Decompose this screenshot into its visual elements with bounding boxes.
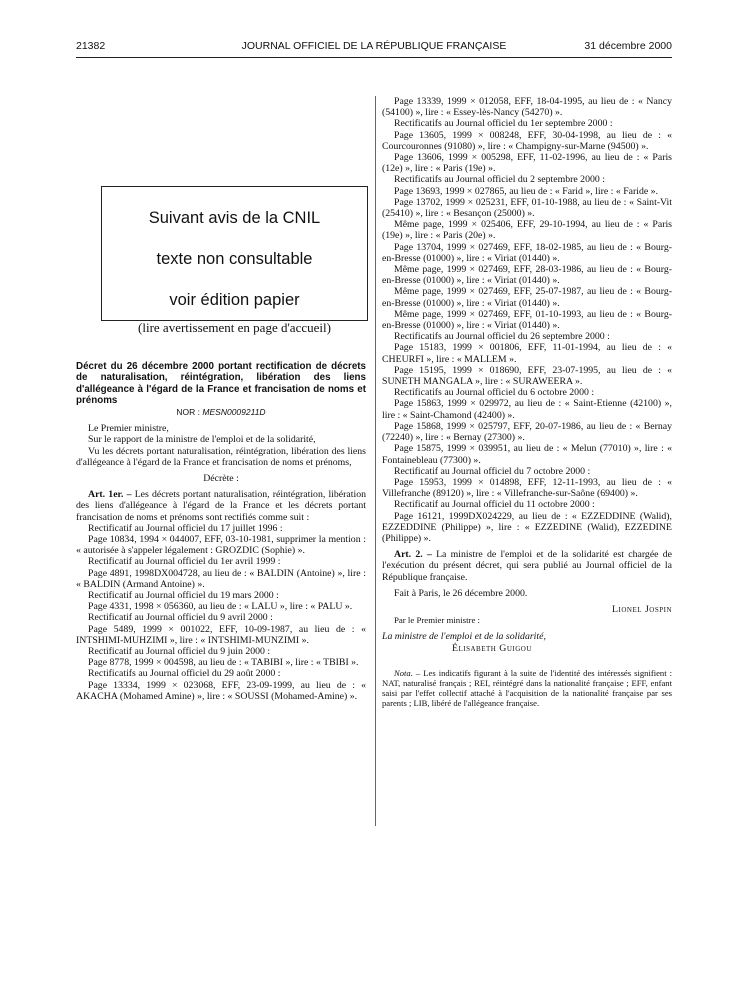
header-rule <box>76 57 672 58</box>
rectification-paragraph: Même page, 1999 × 027469, EFF, 28-03-1986, au lieu de : « Bourg-en-Bresse (01000) », lire : « Viriat (01440) ». <box>382 264 672 287</box>
rectification-paragraph: Page 15183, 1999 × 001806, EFF, 11-01-1994, au lieu de : « CHEURFI », lire : « MALLEM ». <box>382 342 672 365</box>
rectification-paragraph: Même page, 1999 × 027469, EFF, 25-07-1987, au lieu de : « Bourg-en-Bresse (01000) », lire : « Viriat (01440) ». <box>382 286 672 309</box>
rectification-paragraph: Page 15875, 1999 × 039951, au lieu de : « Melun (77010) », lire : « Fontainebleau (77300) ». <box>382 443 672 466</box>
rectification-paragraph: Page 8778, 1999 × 004598, au lieu de : « TABIBI », lire : « TBIBI ». <box>88 657 359 669</box>
rectification-paragraph: Rectificatif au Journal officiel du 11 octobre 2000 : <box>394 499 595 511</box>
rectification-paragraph: Page 4891, 1998DX004728, au lieu de : « BALDIN (Antoine) », lire : « BALDIN (Armand Antoine) ». <box>76 567 366 590</box>
rectification-paragraph: Page 15953, 1999 × 014898, EFF, 12-11-1993, au lieu de : « Villefranche (89120) », lire : « Villefranche-sur-Saône (69400) ». <box>382 476 672 500</box>
rectification-paragraph: Page 5489, 1999 × 001022, EFF, 10-09-1987, au lieu de : « INTSHIMI-MUHZIMI », lire : « INTSHIMI-MUNZIMI ». <box>76 623 366 646</box>
rectification-paragraph: Page 16121, 1999DX024229, au lieu de : « EZZEDDINE (Walid), EZZEDDINE (Philippe) », lire : « EZZEDINE (Walid), EZZEDINE (Philippe) ». <box>382 510 672 544</box>
rectification-paragraph: Page 15868, 1999 × 025797, EFF, 20-07-1986, au lieu de : « Bernay (72240) », lire : « Bernay (27300) ». <box>382 420 672 444</box>
rectification-paragraph: Page 10834, 1994 × 044007, EFF, 03-10-1981, supprimer la mention : « autorisée à s'appeler légalement : GROZDIC (Sophie) ». <box>76 534 366 557</box>
rectification-paragraph: Rectificatifs au Journal officiel du 6 octobre 2000 : <box>394 387 595 399</box>
rectification-paragraph: Page 13693, 1999 × 027865, au lieu de : « Farid », lire : « Faride ». <box>394 185 659 197</box>
rectification-paragraph: Rectificatifs au Journal officiel du 26 septembre 2000 : <box>394 331 610 343</box>
nota-label: Nota. – <box>394 667 421 678</box>
rectification-paragraph: Page 13606, 1999 × 005298, EFF, 11-02-1996, au lieu de : « Paris (12e) », lire : « Paris (19e) ». <box>382 152 672 175</box>
minister-title: La ministre de l'emploi et de la solidarité, <box>382 631 546 643</box>
article-2-text: La ministre de l'emploi et de la solidarité est chargée de l'exécution du présent décret, qui sera publié au Journal officiel de la République française. <box>382 549 673 583</box>
left-column <box>76 96 366 702</box>
rectification-paragraph: Rectificatif au Journal officiel du 19 mars 2000 : <box>88 590 279 602</box>
rectification-paragraph: Rectificatifs au Journal officiel du 2 septembre 2000 : <box>394 174 605 186</box>
rectification-paragraph: Rectificatifs au Journal officiel du 29 août 2000 : <box>88 668 281 680</box>
rectification-paragraph: Page 4331, 1998 × 056360, au lieu de : « LALU », lire : « PALU ». <box>88 601 353 613</box>
nor-value: MESN0009211D <box>202 407 266 418</box>
cnil-notice-box <box>101 186 368 335</box>
done-at: Fait à Paris, le 26 décembre 2000. <box>394 587 528 599</box>
left-rectification-list <box>76 523 366 702</box>
rectification-paragraph: Même page, 1999 × 025406, EFF, 29-10-1994, au lieu de : « Paris (19e) », lire : « Paris (20e) ». <box>382 219 672 242</box>
rectification-paragraph: Page 13339, 1999 × 012058, EFF, 18-04-1995, au lieu de : « Nancy (54100) », lire : « Essey-lès-Nancy (54270) ». <box>382 96 672 119</box>
cnil-line-1: Suivant avis de la CNIL <box>148 209 321 227</box>
nota-text: Les indicatifs figurant à la suite de l'identité des intéressés signifient : NAT, naturalisé français ; REI, réintégré dans la nationalité française ; EFF, enfant saisi par l'effet collectif attaché à l'acquisition de la nationalité française par ses parents ; LIB, libéré de l'allégeance française. <box>382 667 672 708</box>
signatory: Lionel Jospin <box>612 603 672 615</box>
rectification-paragraph: Page 13702, 1999 × 025231, EFF, 01-10-1988, au lieu de : « Saint-Vit (25410) », lire : « Besançon (25000) ». <box>382 196 672 220</box>
by-prime-minister: Par le Premier ministre : <box>394 615 480 626</box>
rectification-paragraph: Même page, 1999 × 027469, EFF, 01-10-1993, au lieu de : « Bourg-en-Bresse (01000) », lire : « Viriat (01440) ». <box>382 308 672 332</box>
page-header <box>76 40 672 56</box>
rectification-paragraph: Rectificatif au Journal officiel du 9 avril 2000 : <box>88 612 273 624</box>
nor-label: NOR : <box>176 407 201 418</box>
decree-title: Décret du 26 décembre 2000 portant rectification de décrets de naturalisation, réintégration, libération des liens d'allégeance à l'égard de la France et francisation de noms et prénoms <box>76 361 366 406</box>
intro-vu: Vu les décrets portant naturalisation, réintégration, libération des liens d'allégeance à l'égard de la France et francisation de noms et prénoms, <box>76 445 366 468</box>
intro-rapport: Sur le rapport de la ministre de l'emploi et de la solidarité, <box>88 434 316 446</box>
rectification-paragraph: Rectificatif au Journal officiel du 9 juin 2000 : <box>88 646 271 658</box>
article-2 <box>382 549 672 583</box>
page-number: 21382 <box>76 40 106 52</box>
issue-date: 31 décembre 2000 <box>584 40 672 52</box>
journal-title: JOURNAL OFFICIEL DE LA RÉPUBLIQUE FRANÇAISE <box>241 40 507 52</box>
rectification-paragraph: Page 13334, 1999 × 023068, EFF, 23-09-1999, au lieu de : « AKACHA (Mohamed Amine) », lire : « SOUSSI (Mohamed-Amine) ». <box>76 679 366 702</box>
rectification-paragraph: Page 15863, 1999 × 029972, au lieu de : « Saint-Etienne (42100) », lire : « Saint-Chamond (42400) ». <box>382 398 672 421</box>
article-1-label: Art. 1er. – <box>88 489 132 501</box>
article-1-text: Les décrets portant naturalisation, réintégration, libération des liens d'allégeance à l'égard de la France et les décrets portant francisation de noms et prénoms sont rectifiés comme suit : <box>76 489 367 523</box>
cnil-line-2: texte non consultable <box>156 250 313 268</box>
rectification-paragraph: Page 13605, 1999 × 008248, EFF, 30-04-1998, au lieu de : « Courcouronnes (91080) », lire : « Champigny-sur-Marne (94500) ». <box>382 129 672 152</box>
column-divider <box>375 96 376 826</box>
cnil-line-3: voir édition papier <box>169 291 300 309</box>
right-rectification-list <box>382 96 672 544</box>
cnil-line-4: (lire avertissement en page d'accueil) <box>138 320 331 335</box>
nota <box>382 668 672 708</box>
minister-name: Élisabeth Guigou <box>452 642 532 654</box>
rectification-paragraph: Rectificatif au Journal officiel du 17 juillet 1996 : <box>88 522 283 534</box>
decrete-heading: Décrète : <box>203 473 239 484</box>
rectification-paragraph: Rectificatif au Journal officiel du 7 octobre 2000 : <box>394 465 591 477</box>
rectification-paragraph: Rectificatifs au Journal officiel du 1er septembre 2000 : <box>394 118 613 130</box>
intro-premier-ministre: Le Premier ministre, <box>88 423 169 435</box>
rectification-paragraph: Page 15195, 1999 × 018690, EFF, 23-07-1995, au lieu de : « SUNETH MANGALA », lire : « SURAWEERA ». <box>382 364 672 388</box>
rectification-paragraph: Rectificatif au Journal officiel du 1er avril 1999 : <box>88 556 281 568</box>
rectification-paragraph: Page 13704, 1999 × 027469, EFF, 18-02-1985, au lieu de : « Bourg-en-Bresse (01000) », lire : « Viriat (01440) ». <box>382 241 672 264</box>
article-1 <box>76 489 366 523</box>
right-column <box>382 96 672 716</box>
article-2-label: Art. 2. – <box>394 549 432 561</box>
nor-reference <box>76 407 366 417</box>
